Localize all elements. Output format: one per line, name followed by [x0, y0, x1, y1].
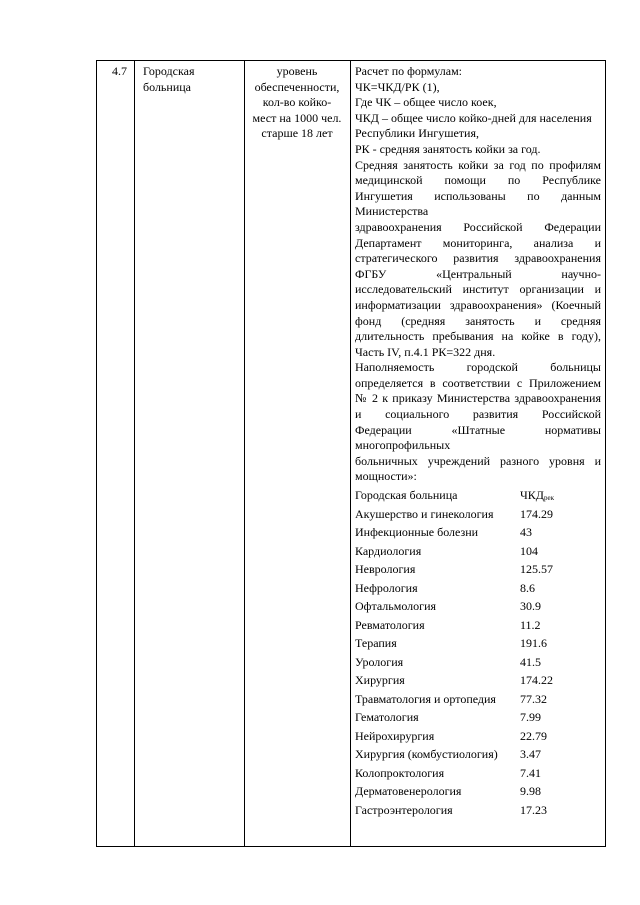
profile-row	[355, 801, 601, 820]
indicator-line: мест на 1000 чел.	[252, 110, 342, 125]
profile-name: Офтальмология	[355, 599, 437, 614]
profile-value: 77.32	[520, 691, 547, 706]
profile-value: 174.22	[520, 673, 553, 688]
calculation-method	[355, 64, 601, 819]
profile-row	[355, 542, 601, 561]
formula-line: Республики Ингушетия,	[355, 126, 479, 141]
formula-line: Где ЧК – общее число коек,	[355, 95, 497, 110]
row-number: 4.7	[112, 64, 127, 78]
profile-value: 30.9	[520, 599, 541, 614]
profile-name: Акушерство и гинекология	[355, 506, 494, 521]
profile-row	[355, 690, 601, 709]
profile-name: Хирургия	[355, 673, 405, 688]
paragraph-line: Федерации «Штатные нормативы	[355, 422, 601, 437]
header-value-subscript: рек	[544, 494, 555, 503]
profile-row	[355, 560, 601, 579]
profile-value: 11.2	[520, 617, 541, 632]
profile-name: Гастроэнтерология	[355, 802, 453, 817]
formula-line: ЧК=ЧКД/РК (1),	[355, 79, 440, 94]
profile-value: 7.99	[520, 710, 541, 725]
paragraph-line: стратегического развития здравоохранения	[355, 251, 601, 266]
paragraph-line: многопрофильных	[355, 438, 451, 453]
profile-value: 104	[520, 543, 538, 558]
paragraph-line: информатизации здравоохранения» (Коечный	[355, 297, 601, 312]
capacity-paragraph	[355, 360, 601, 485]
profile-name: Гематология	[355, 710, 419, 725]
profile-value: 8.6	[520, 580, 535, 595]
profile-name: Ревматология	[355, 617, 425, 632]
paragraph-line: Министерства	[355, 204, 429, 219]
profile-row	[355, 727, 601, 746]
profile-value: 22.79	[520, 728, 547, 743]
formula-line: ЧКД – общее число койко-дней для населения	[355, 110, 592, 125]
paragraph-line: длительность пребывания на койке в году),	[355, 329, 601, 344]
profile-name: Инфекционные болезни	[355, 525, 479, 540]
profile-table-header	[355, 486, 601, 505]
paragraph-line: и социального развития Российской	[355, 407, 601, 422]
profile-name: Урология	[355, 654, 404, 669]
paragraph-line: Средняя занятость койки за год по профилям	[355, 157, 601, 172]
formula-block	[355, 64, 601, 158]
profile-name: Неврология	[355, 562, 416, 577]
profile-value: 191.6	[520, 636, 547, 651]
profile-row	[355, 523, 601, 542]
indicator-line: кол-во койко-	[262, 95, 332, 110]
profile-value: 125.57	[520, 562, 553, 577]
profile-name: Колопроктология	[355, 765, 445, 780]
profile-name: Травматология и ортопедия	[355, 691, 496, 706]
profile-row	[355, 597, 601, 616]
profile-value: 9.98	[520, 784, 541, 799]
profile-value: 17.23	[520, 802, 547, 817]
paragraph-line: определяется в соответствии с Приложением	[355, 375, 601, 390]
paragraph-line: мощности»:	[355, 469, 417, 484]
paragraph-line: здравоохранения Российской Федерации	[355, 219, 601, 234]
profile-name: Хирургия (комбустиология)	[355, 747, 498, 762]
profile-row	[355, 505, 601, 524]
paragraph-line: исследовательский институт организации и	[355, 282, 601, 297]
indicator-line: обеспеченности,	[254, 79, 340, 94]
profile-value: 174.29	[520, 506, 553, 521]
profile-value: 43	[520, 525, 532, 540]
profile-value: 41.5	[520, 654, 541, 669]
profile-name: Нейрохирургия	[355, 728, 435, 743]
profile-row	[355, 782, 601, 801]
paragraph-line: ФГБУ «Центральный научно-	[355, 266, 601, 281]
facility-name	[143, 64, 243, 95]
header-name: Городская больница	[355, 488, 458, 503]
profile-value: 7.41	[520, 765, 541, 780]
profile-row	[355, 671, 601, 690]
header-value	[520, 486, 601, 505]
profile-table	[355, 486, 601, 819]
header-value-main: ЧКД	[520, 488, 544, 503]
facility-name-line: Городская	[143, 64, 195, 78]
formula-line: Расчет по формулам:	[355, 64, 463, 78]
formula-line: РК - средняя занятость койки за год.	[355, 141, 541, 156]
document-table	[96, 60, 606, 847]
profile-name: Нефрология	[355, 580, 418, 595]
paragraph-line: больничных учреждений разного уровня и	[355, 453, 601, 468]
profile-row	[355, 708, 601, 727]
profile-row	[355, 616, 601, 635]
indicator	[247, 64, 347, 142]
paragraph-line: Ингушетия использованы по данным	[355, 188, 601, 203]
column-divider	[244, 61, 245, 846]
paragraph-line: фонд (средняя занятость и средняя	[355, 313, 601, 328]
paragraph-line: № 2 к приказу Министерства здравоохранения	[355, 391, 601, 406]
indicator-line: старше 18 лет	[261, 126, 333, 141]
profile-row	[355, 653, 601, 672]
profile-name: Терапия	[355, 636, 397, 651]
occupancy-paragraph	[355, 158, 601, 361]
paragraph-line: Наполняемость городской больницы	[355, 360, 601, 375]
paragraph-line: Часть IV, п.4.1 РК=322 дня.	[355, 344, 496, 359]
profile-row	[355, 579, 601, 598]
column-divider	[134, 61, 135, 846]
indicator-line: уровень	[276, 64, 318, 78]
paragraph-line: медицинской помощи по Республике	[355, 173, 601, 188]
paragraph-line: Департамент мониторинга, анализа и	[355, 235, 601, 250]
facility-name-line: больница	[143, 79, 191, 94]
profile-row	[355, 745, 601, 764]
profile-name: Кардиология	[355, 543, 422, 558]
column-divider	[350, 61, 351, 846]
profile-row	[355, 634, 601, 653]
profile-value: 3.47	[520, 747, 541, 762]
profile-row	[355, 764, 601, 783]
profile-name: Дерматовенерология	[355, 784, 462, 799]
